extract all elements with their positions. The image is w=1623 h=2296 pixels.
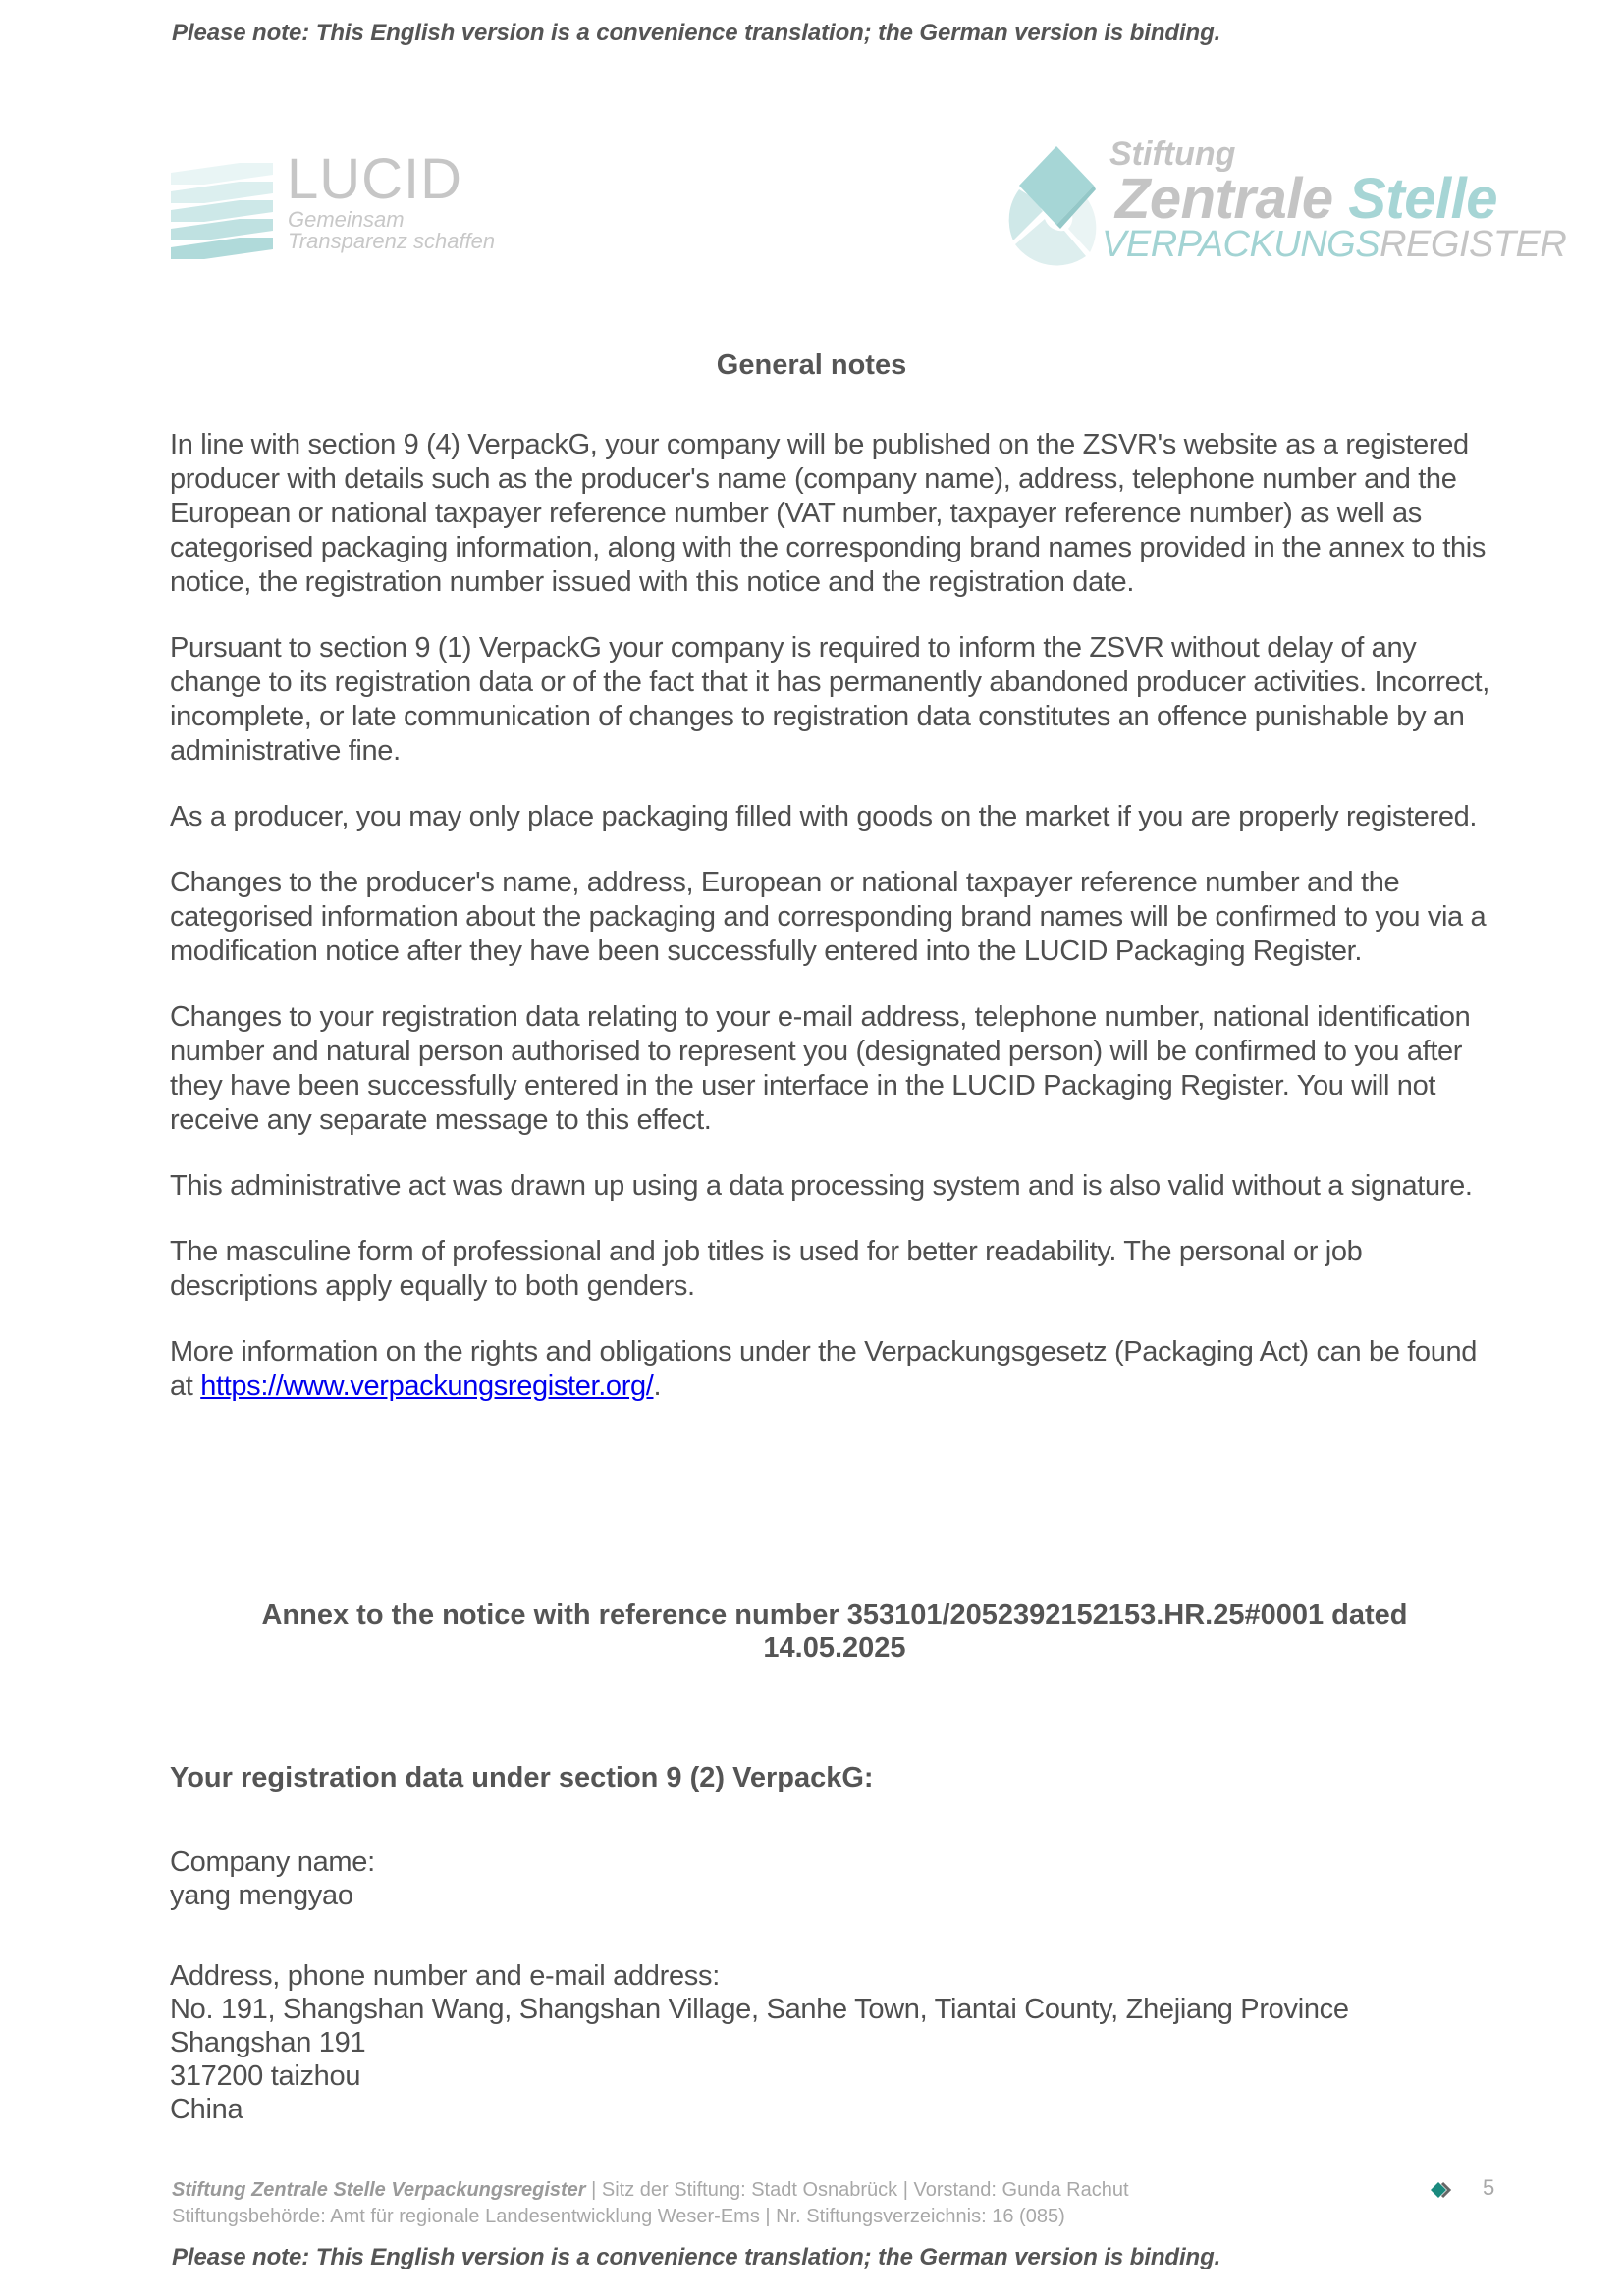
address-label: Address, phone number and e-mail address: <box>170 1960 720 1992</box>
note-paragraph: The masculine form of professional and job titles is used for better readability. The personal or job descriptions apply equally to both genders. <box>170 1236 1363 1302</box>
address-line: Shangshan 191 <box>170 2027 366 2058</box>
address-line: No. 191, Shangshan Wang, Shangshan Village, Sanhe Town, Tiantai County, Zhejiang Province <box>170 1994 1349 2025</box>
layered-stack-icon <box>171 163 273 261</box>
note-paragraph: In line with section 9 (4) VerpackG, your company will be published on the ZSVR's website as a registered producer with details such as the producer's name (company name), address, telephone number and the European or national taxpayer reference number (VAT number, taxpayer reference number) as well as categorised packaging information, along with the corresponding brand names provided in the annex to this notice, the registration number issued with this notice and the registration date. <box>170 429 1487 598</box>
footer-org-name: Stiftung Zentrale Stelle Verpackungsregister <box>172 2179 586 2201</box>
verpackungsregister-link[interactable]: https://www.verpackungsregister.org/ <box>200 1370 654 1402</box>
footer-seat-board: | Sitz der Stiftung: Stadt Osnabrück | Vorstand: Gunda Rachut <box>585 2179 1129 2201</box>
zsvr-zentrale-stelle-text <box>1115 169 1497 230</box>
translation-disclaimer-top: Please note: This English version is a convenience translation; the German version is binding. <box>172 20 1221 46</box>
annex-reference-line: Annex to the notice with reference number 353101/2052392152153.HR.25#0001 dated <box>261 1599 1408 1630</box>
footer-line-1 <box>172 2177 1129 2204</box>
more-info-paragraph <box>170 1335 1505 1404</box>
general-notes-body <box>170 428 1505 1435</box>
zsvr-register: REGISTER <box>1380 224 1567 265</box>
company-name-value: yang mengyao <box>170 1880 353 1911</box>
lucid-tagline-1: Gemeinsam <box>288 207 405 232</box>
lucid-wordmark: LUCID <box>287 147 463 211</box>
registration-data-heading: Your registration data under section 9 (2) VerpackG: <box>170 1762 874 1793</box>
note-paragraph: This administrative act was drawn up using a data processing system and is also valid without a signature. <box>170 1170 1473 1201</box>
zsvr-zentrale: Zentrale <box>1115 167 1349 231</box>
company-name-field <box>170 1845 375 1912</box>
more-info-text: More information on the rights and obligations under the Verpackungsgesetz (Packaging Act) can be found at <box>170 1336 1478 1402</box>
annex-title <box>196 1598 1473 1665</box>
next-page-chevron-icon[interactable] <box>1429 2180 1458 2200</box>
lucid-tagline-2: Transparenz schaffen <box>288 229 496 253</box>
zsvr-stelle: Stelle <box>1348 167 1497 231</box>
page-number: 5 <box>1483 2175 1495 2200</box>
lucid-logo <box>171 147 524 265</box>
zsvr-verpackungsregister-text <box>1102 224 1566 266</box>
address-line: 317200 taizhou <box>170 2060 361 2092</box>
note-paragraph: Changes to your registration data relating to your e-mail address, telephone number, national identification number and natural person authorised to represent you (designated person) will be confirmed to you after they have been successfully entered in the user interface in the LUCID Packaging Register. You will not receive any separate message to this effect. <box>170 1001 1471 1136</box>
footer-line-2: Stiftungsbehörde: Amt für regionale Landesentwicklung Weser-Ems | Nr. Stiftungsverzeichnis: 16 (085) <box>172 2206 1065 2227</box>
zsvr-stiftung-text: Stiftung <box>1109 135 1236 173</box>
translation-disclaimer-bottom: Please note: This English version is a convenience translation; the German version is binding. <box>172 2244 1221 2270</box>
company-name-label: Company name: <box>170 1846 375 1878</box>
annex-date: 14.05.2025 <box>763 1632 906 1664</box>
drop-diamond-icon <box>1000 140 1106 266</box>
general-notes-title: General notes <box>716 349 907 381</box>
note-paragraph: Pursuant to section 9 (1) VerpackG your company is required to inform the ZSVR without delay of any change to its registration data or of the fact that it has permanently abandoned producer activities. Incorrect, incomplete, or late communication of changes to registration data constitutes an offence punishable by an administrative fine. <box>170 632 1489 767</box>
note-paragraph: As a producer, you may only place packaging filled with goods on the market if you are properly registered. <box>170 801 1478 832</box>
page-footer <box>172 2177 1129 2230</box>
zsvr-verpackungs: VERPACKUNGS <box>1102 224 1380 265</box>
more-info-suffix: . <box>653 1370 662 1402</box>
note-paragraph: Changes to the producer's name, address, European or national taxpayer reference number and the categorised information about the packaging and corresponding brand names will be confirmed to you via a modification notice after they have been successfully entered into the LUCID Packaging Register. <box>170 867 1487 967</box>
zsvr-logo <box>1000 135 1567 270</box>
address-line: China <box>170 2094 243 2125</box>
address-field <box>170 1959 1349 2126</box>
